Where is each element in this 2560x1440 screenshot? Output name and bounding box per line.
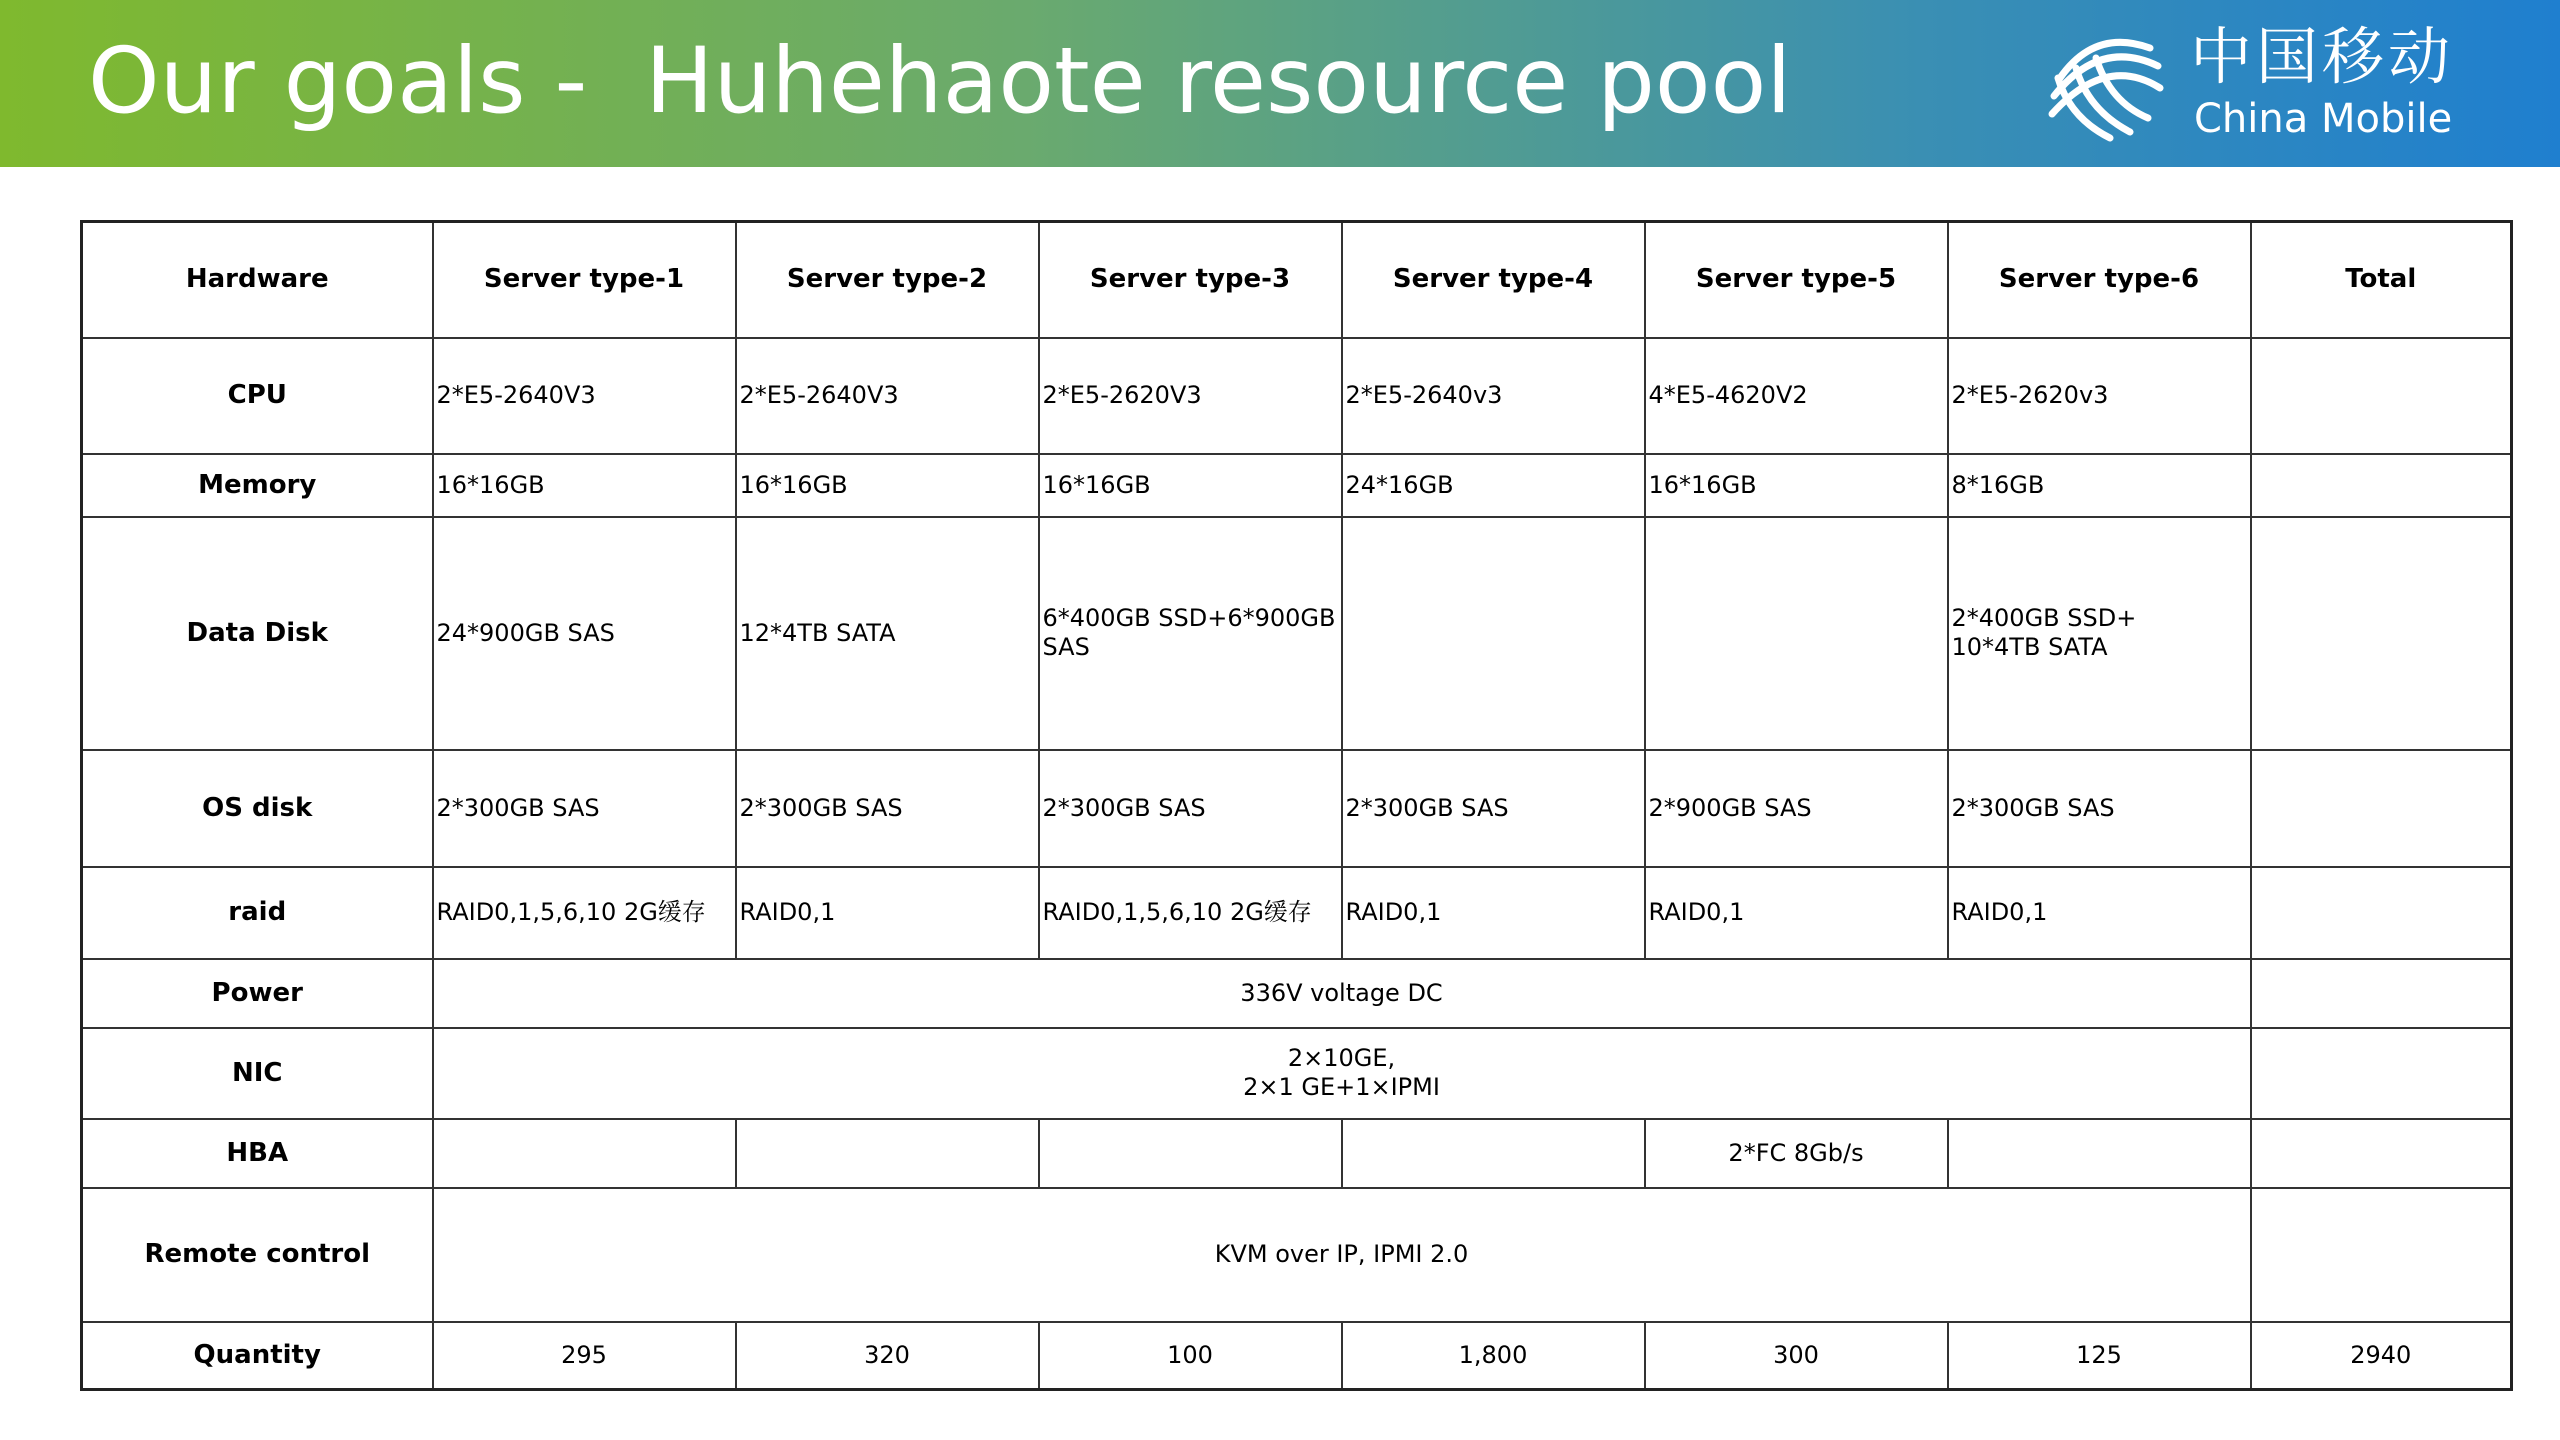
china-mobile-logo: [2040, 14, 2520, 154]
row-label-quantity: Quantity: [82, 1322, 433, 1390]
cell-cpu-total: [2251, 338, 2512, 454]
table-row-nic: [82, 1028, 2512, 1119]
cell-raid-6: RAID0,1: [1948, 867, 2251, 959]
cell-os-disk-4: 2*300GB SAS: [1342, 750, 1645, 867]
cell-power-value: 336V voltage DC: [433, 959, 2251, 1028]
cell-hba-total: [2251, 1119, 2512, 1188]
table-header-row: [82, 222, 2512, 338]
cell-memory-4: 24*16GB: [1342, 454, 1645, 517]
cell-data-disk-5: [1645, 517, 1948, 750]
row-label-hba: HBA: [82, 1119, 433, 1188]
table-row-quantity: [82, 1322, 2512, 1390]
china-mobile-logo-icon: [2040, 18, 2170, 148]
cell-hba-3: [1039, 1119, 1342, 1188]
cell-memory-3: 16*16GB: [1039, 454, 1342, 517]
cell-raid-2: RAID0,1: [736, 867, 1039, 959]
title-banner: [0, 0, 2560, 167]
cell-os-disk-total: [2251, 750, 2512, 867]
header-total: Total: [2251, 222, 2512, 338]
table-row-power: [82, 959, 2512, 1028]
header-server-type-1: Server type-1: [433, 222, 736, 338]
cell-cpu-1: 2*E5-2640V3: [433, 338, 736, 454]
cell-quantity-1: 295: [433, 1322, 736, 1390]
resource-pool-table: [80, 220, 2513, 1391]
table-row-memory: [82, 454, 2512, 517]
header-server-type-4: Server type-4: [1342, 222, 1645, 338]
cell-remote-control-value: KVM over IP, IPMI 2.0: [433, 1188, 2251, 1322]
cell-os-disk-6: 2*300GB SAS: [1948, 750, 2251, 867]
cell-hba-5: 2*FC 8Gb/s: [1645, 1119, 1948, 1188]
cell-data-disk-1: 24*900GB SAS: [433, 517, 736, 750]
cell-memory-2: 16*16GB: [736, 454, 1039, 517]
cell-raid-5: RAID0,1: [1645, 867, 1948, 959]
cell-quantity-3: 100: [1039, 1322, 1342, 1390]
table-row-hba: [82, 1119, 2512, 1188]
cell-cpu-4: 2*E5-2640v3: [1342, 338, 1645, 454]
cell-raid-total: [2251, 867, 2512, 959]
table-row-raid: [82, 867, 2512, 959]
row-label-remote-control: Remote control: [82, 1188, 433, 1322]
table-row-os-disk: [82, 750, 2512, 867]
header-server-type-6: Server type-6: [1948, 222, 2251, 338]
logo-text-en: China Mobile: [2194, 96, 2453, 142]
row-label-raid: raid: [82, 867, 433, 959]
cell-hba-2: [736, 1119, 1039, 1188]
cell-os-disk-3: 2*300GB SAS: [1039, 750, 1342, 867]
cell-hba-1: [433, 1119, 736, 1188]
table-row-remote-control: [82, 1188, 2512, 1322]
cell-hba-6: [1948, 1119, 2251, 1188]
cell-data-disk-3: 6*400GB SSD+6*900GB SAS: [1039, 517, 1342, 750]
header-hardware: Hardware: [82, 222, 433, 338]
table-row-data-disk: [82, 517, 2512, 750]
slide-title: Our goals - Huhehaote resource pool: [88, 29, 1792, 134]
row-label-cpu: CPU: [82, 338, 433, 454]
cell-quantity-total: 2940: [2251, 1322, 2512, 1390]
cell-memory-total: [2251, 454, 2512, 517]
cell-cpu-6: 2*E5-2620v3: [1948, 338, 2251, 454]
cell-raid-4: RAID0,1: [1342, 867, 1645, 959]
header-server-type-5: Server type-5: [1645, 222, 1948, 338]
row-label-memory: Memory: [82, 454, 433, 517]
cell-memory-1: 16*16GB: [433, 454, 736, 517]
cell-os-disk-5: 2*900GB SAS: [1645, 750, 1948, 867]
cell-quantity-4: 1,800: [1342, 1322, 1645, 1390]
logo-text-cn: 中国移动: [2190, 20, 2455, 93]
cell-raid-1: RAID0,1,5,6,10 2G缓存: [433, 867, 736, 959]
cell-quantity-6: 125: [1948, 1322, 2251, 1390]
cell-data-disk-4: [1342, 517, 1645, 750]
cell-data-disk-6: 2*400GB SSD+ 10*4TB SATA: [1948, 517, 2251, 750]
cell-remote-control-total: [2251, 1188, 2512, 1322]
table-row-cpu: [82, 338, 2512, 454]
cell-os-disk-1: 2*300GB SAS: [433, 750, 736, 867]
cell-nic-value: 2×10GE, 2×1 GE+1×IPMI: [433, 1028, 2251, 1119]
cell-power-total: [2251, 959, 2512, 1028]
row-label-os-disk: OS disk: [82, 750, 433, 867]
header-server-type-2: Server type-2: [736, 222, 1039, 338]
cell-hba-4: [1342, 1119, 1645, 1188]
cell-cpu-5: 4*E5-4620V2: [1645, 338, 1948, 454]
cell-quantity-2: 320: [736, 1322, 1039, 1390]
row-label-data-disk: Data Disk: [82, 517, 433, 750]
cell-cpu-3: 2*E5-2620V3: [1039, 338, 1342, 454]
cell-nic-total: [2251, 1028, 2512, 1119]
row-label-power: Power: [82, 959, 433, 1028]
cell-memory-5: 16*16GB: [1645, 454, 1948, 517]
header-server-type-3: Server type-3: [1039, 222, 1342, 338]
cell-cpu-2: 2*E5-2640V3: [736, 338, 1039, 454]
cell-data-disk-total: [2251, 517, 2512, 750]
cell-memory-6: 8*16GB: [1948, 454, 2251, 517]
row-label-nic: NIC: [82, 1028, 433, 1119]
cell-data-disk-2: 12*4TB SATA: [736, 517, 1039, 750]
cell-quantity-5: 300: [1645, 1322, 1948, 1390]
cell-raid-3: RAID0,1,5,6,10 2G缓存: [1039, 867, 1342, 959]
cell-os-disk-2: 2*300GB SAS: [736, 750, 1039, 867]
